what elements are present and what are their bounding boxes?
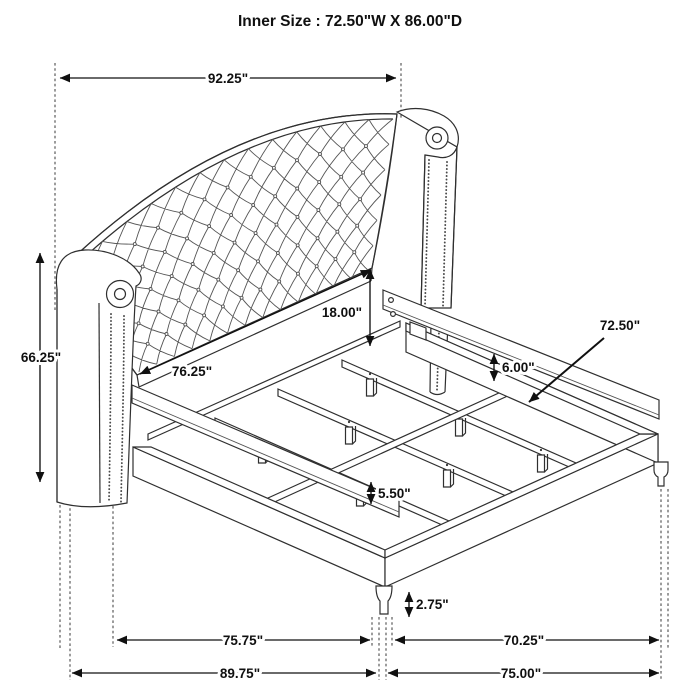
diagram-title: Inner Size : 72.50"W X 86.00"D — [237, 13, 463, 30]
svg-text:89.75": 89.75" — [219, 666, 261, 681]
platform-frame — [133, 323, 658, 587]
svg-text:2.75": 2.75" — [416, 597, 449, 612]
dim-foot-leg-height — [409, 592, 449, 617]
bolt-hole — [389, 298, 394, 303]
svg-text:72.50": 72.50" — [599, 318, 641, 333]
bolt-hole — [391, 312, 396, 317]
right-corner-leg — [654, 462, 668, 486]
svg-text:75.75": 75.75" — [222, 633, 264, 648]
svg-text:66.25": 66.25" — [20, 350, 62, 365]
dim-foot-width — [395, 633, 659, 648]
svg-text:18.00": 18.00" — [321, 305, 362, 320]
svg-text:75.00": 75.00" — [500, 666, 542, 681]
svg-text:92.25": 92.25" — [207, 71, 249, 86]
dim-overall-depth — [72, 666, 376, 681]
dim-overall-width — [60, 71, 396, 86]
svg-text:6.00": 6.00" — [502, 360, 535, 375]
front-corner-leg — [376, 586, 392, 614]
left-scroll-arm — [56, 250, 141, 507]
dim-base-depth — [388, 666, 659, 681]
svg-text:76.25": 76.25" — [171, 364, 213, 379]
dim-slat-depth — [117, 633, 370, 648]
svg-text:70.25": 70.25" — [503, 633, 545, 648]
svg-text:5.50": 5.50" — [378, 486, 411, 501]
